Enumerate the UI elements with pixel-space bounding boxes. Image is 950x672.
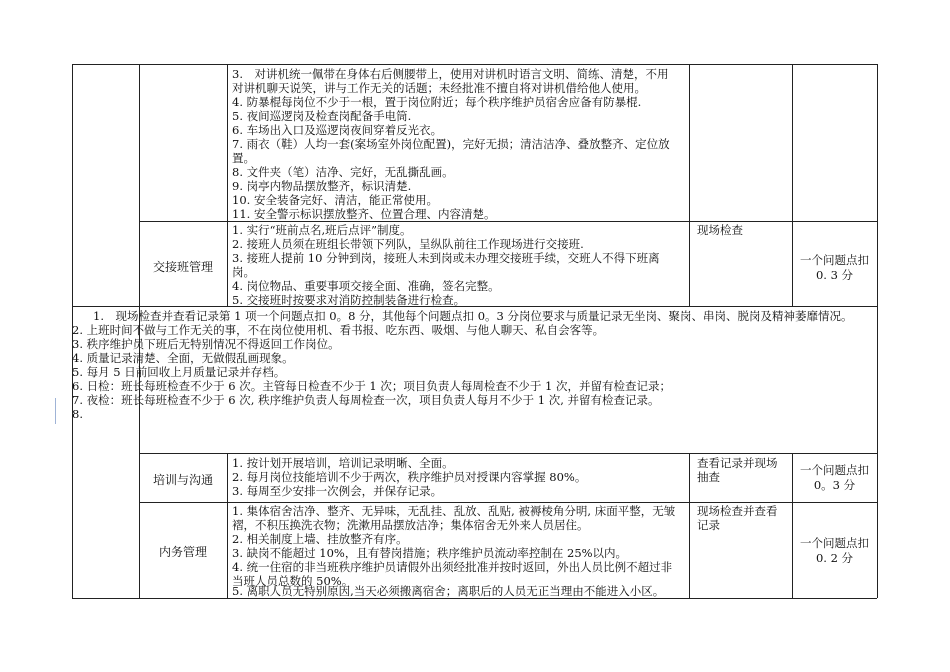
requirement-line: 5. 离职人员无特别原因,当天必须搬离宿舍；离职后的人员无正当理由不能进入小区。 bbox=[232, 584, 665, 598]
requirement-line: 褶，不积压换洗衣物；洗漱用品摆放洁净；集体宿舍无外来人员居住。 bbox=[232, 518, 589, 532]
score-line: 0. 3 分 bbox=[815, 268, 854, 282]
score-rule bbox=[792, 536, 877, 566]
requirement-line: 4. 防暴棍每岗位不少于一根，置于岗位附近；每个秩序维护员宿舍应备有防暴棍. bbox=[232, 95, 642, 109]
requirement-line: 2. 相关制度上墙、挂放整齐有序。 bbox=[232, 532, 408, 546]
method-line: 抽查 bbox=[697, 470, 720, 484]
table-top-border bbox=[72, 64, 877, 65]
requirement-line: 3. 对讲机统一佩带在身体右后侧腰带上，使用对讲机时语言文明、简练、清楚，不用 bbox=[232, 67, 669, 81]
category-training: 培训与沟通 bbox=[152, 473, 213, 487]
category-housekeeping: 内务管理 bbox=[158, 545, 207, 559]
requirement-line: 3. 接班人提前 10 分钟到岗，接班人未到岗或未办理交接班手续，交班人不得下班离 bbox=[232, 251, 660, 265]
table-row-border bbox=[139, 502, 877, 503]
score-line: 一个问题点扣 bbox=[800, 463, 869, 477]
requirement-line: 岗。 bbox=[232, 265, 255, 279]
score-rule bbox=[792, 253, 877, 283]
requirement-line: 6. 车场出入口及巡逻岗夜间穿着反光衣。 bbox=[232, 123, 443, 137]
inspection-method: 现场检查 bbox=[697, 223, 743, 237]
inspection-method bbox=[697, 504, 778, 532]
note-line: 4. 质量记录清楚、全面，无做假乱画现象。 bbox=[72, 351, 294, 365]
table-row-border bbox=[139, 221, 877, 222]
note-line: 6. 日检：班长每班检查不少于 6 次。主管每日检查不少于 1 次；项目负责人每周检查不少于 1 次，并留有检查记录； bbox=[72, 379, 672, 393]
note-line: 1. 现场检查并查看记录第 1 项一个问题点扣 0。8 分，其他每个问题点扣 0。3 分岗位要求与质量记录无坐岗、聚岗、串岗、脱岗及精神萎靡情况。 bbox=[93, 309, 853, 323]
score-line: 一个问题点扣 bbox=[800, 536, 869, 550]
method-line: 现场检查并查看 bbox=[697, 504, 778, 518]
table-col-border bbox=[227, 64, 228, 307]
requirement-line: 11. 安全警示标识摆放整齐、位置合理、内容清楚。 bbox=[232, 207, 496, 221]
requirement-line: 1. 集体宿舍洁净、整齐、无异味，无乱挂、乱放、乱贴, 被褥棱角分明, 床面平整，无皱 bbox=[232, 504, 676, 518]
method-line: 查看记录并现场 bbox=[697, 456, 778, 470]
note-line: 2. 上班时间不做与工作无关的事，不在岗位使用机、看书报、吃东西、吸烟、与他人聊天、私自会客等。 bbox=[72, 323, 605, 337]
score-line: 0。3 分 bbox=[813, 478, 856, 492]
requirement-line: 3. 缺岗不能超过 10%，且有替岗措施；秩序维护员流动率控制在 25%以内。 bbox=[232, 546, 628, 560]
note-line: 3. 秩序维护员下班后无特别情况不得返回工作岗位。 bbox=[72, 337, 340, 351]
requirement-line: 1. 按计划开展培训，培训记录明晰、全面。 bbox=[232, 456, 454, 470]
table-col-border bbox=[689, 64, 690, 307]
requirement-line: 9. 岗亭内物品摆放整齐，标识清楚. bbox=[232, 179, 412, 193]
requirement-line: 2. 每月岗位技能培训不少于两次，秩序维护员对授课内容掌握 80%。 bbox=[232, 470, 587, 484]
score-rule bbox=[792, 463, 877, 493]
requirement-line: 8. 文件夹（笔）洁净、完好，无乱撕乱画。 bbox=[232, 165, 454, 179]
requirement-line: 4. 岗位物品、重要事项交接全面、准确，签名完整。 bbox=[232, 279, 500, 293]
table-row-border bbox=[72, 306, 877, 307]
table-row-border bbox=[139, 453, 877, 454]
requirement-line: 置。 bbox=[232, 151, 255, 165]
requirement-line: 1. 实行“班前点名,班后点评”制度。 bbox=[232, 223, 412, 237]
inspection-method bbox=[697, 456, 778, 484]
requirement-line: 5. 交接班时按要求对消防控制装备进行检查。 bbox=[232, 293, 466, 307]
table-col-border bbox=[227, 453, 228, 598]
edit-marker bbox=[55, 398, 56, 424]
requirement-line: 对讲机聊天说笑，讲与工作无关的话题；未经批准不擅自将对讲机借给他人使用。 bbox=[232, 81, 646, 95]
requirement-line: 4. 统一住宿的非当班秩序维护员请假外出须经批准并按时返回，外出人员比例不超过非 bbox=[232, 560, 673, 574]
method-line: 记录 bbox=[697, 518, 720, 532]
note-line: 7. 夜检：班长每班检查不少于 6 次, 秩序维护负责人每周检查一次，项目负责人每月不少于 1 次, 并留有检查记录。 bbox=[72, 393, 660, 407]
requirement-line: 10. 安全装备完好、清洁，能正常使用。 bbox=[232, 193, 438, 207]
score-line: 0. 2 分 bbox=[815, 551, 854, 565]
score-line: 一个问题点扣 bbox=[800, 253, 869, 267]
table-right-border bbox=[877, 64, 878, 598]
requirement-line: 当班人员总数的 50%。 bbox=[232, 574, 354, 588]
table-col-border bbox=[689, 453, 690, 598]
requirement-line: 2. 接班人员须在班组长带领下列队，呈纵队前往工作现场进行交接班. bbox=[232, 237, 584, 251]
requirement-line: 5. 夜间巡逻岗及检查岗配备手电筒. bbox=[232, 109, 412, 123]
requirement-line: 7. 雨衣（鞋）人均一套(案场室外岗位配置)，完好无损；清洁洁净、叠放整齐、定位放 bbox=[232, 137, 670, 151]
requirement-line: 3. 每周至少安排一次例会，并保存记录。 bbox=[232, 484, 443, 498]
table-bottom-border bbox=[72, 598, 877, 599]
note-line: 5. 每月 5 日前回收上月质量记录并存档。 bbox=[72, 365, 286, 379]
category-handover: 交接班管理 bbox=[152, 260, 213, 274]
note-line: 8. bbox=[72, 407, 83, 421]
